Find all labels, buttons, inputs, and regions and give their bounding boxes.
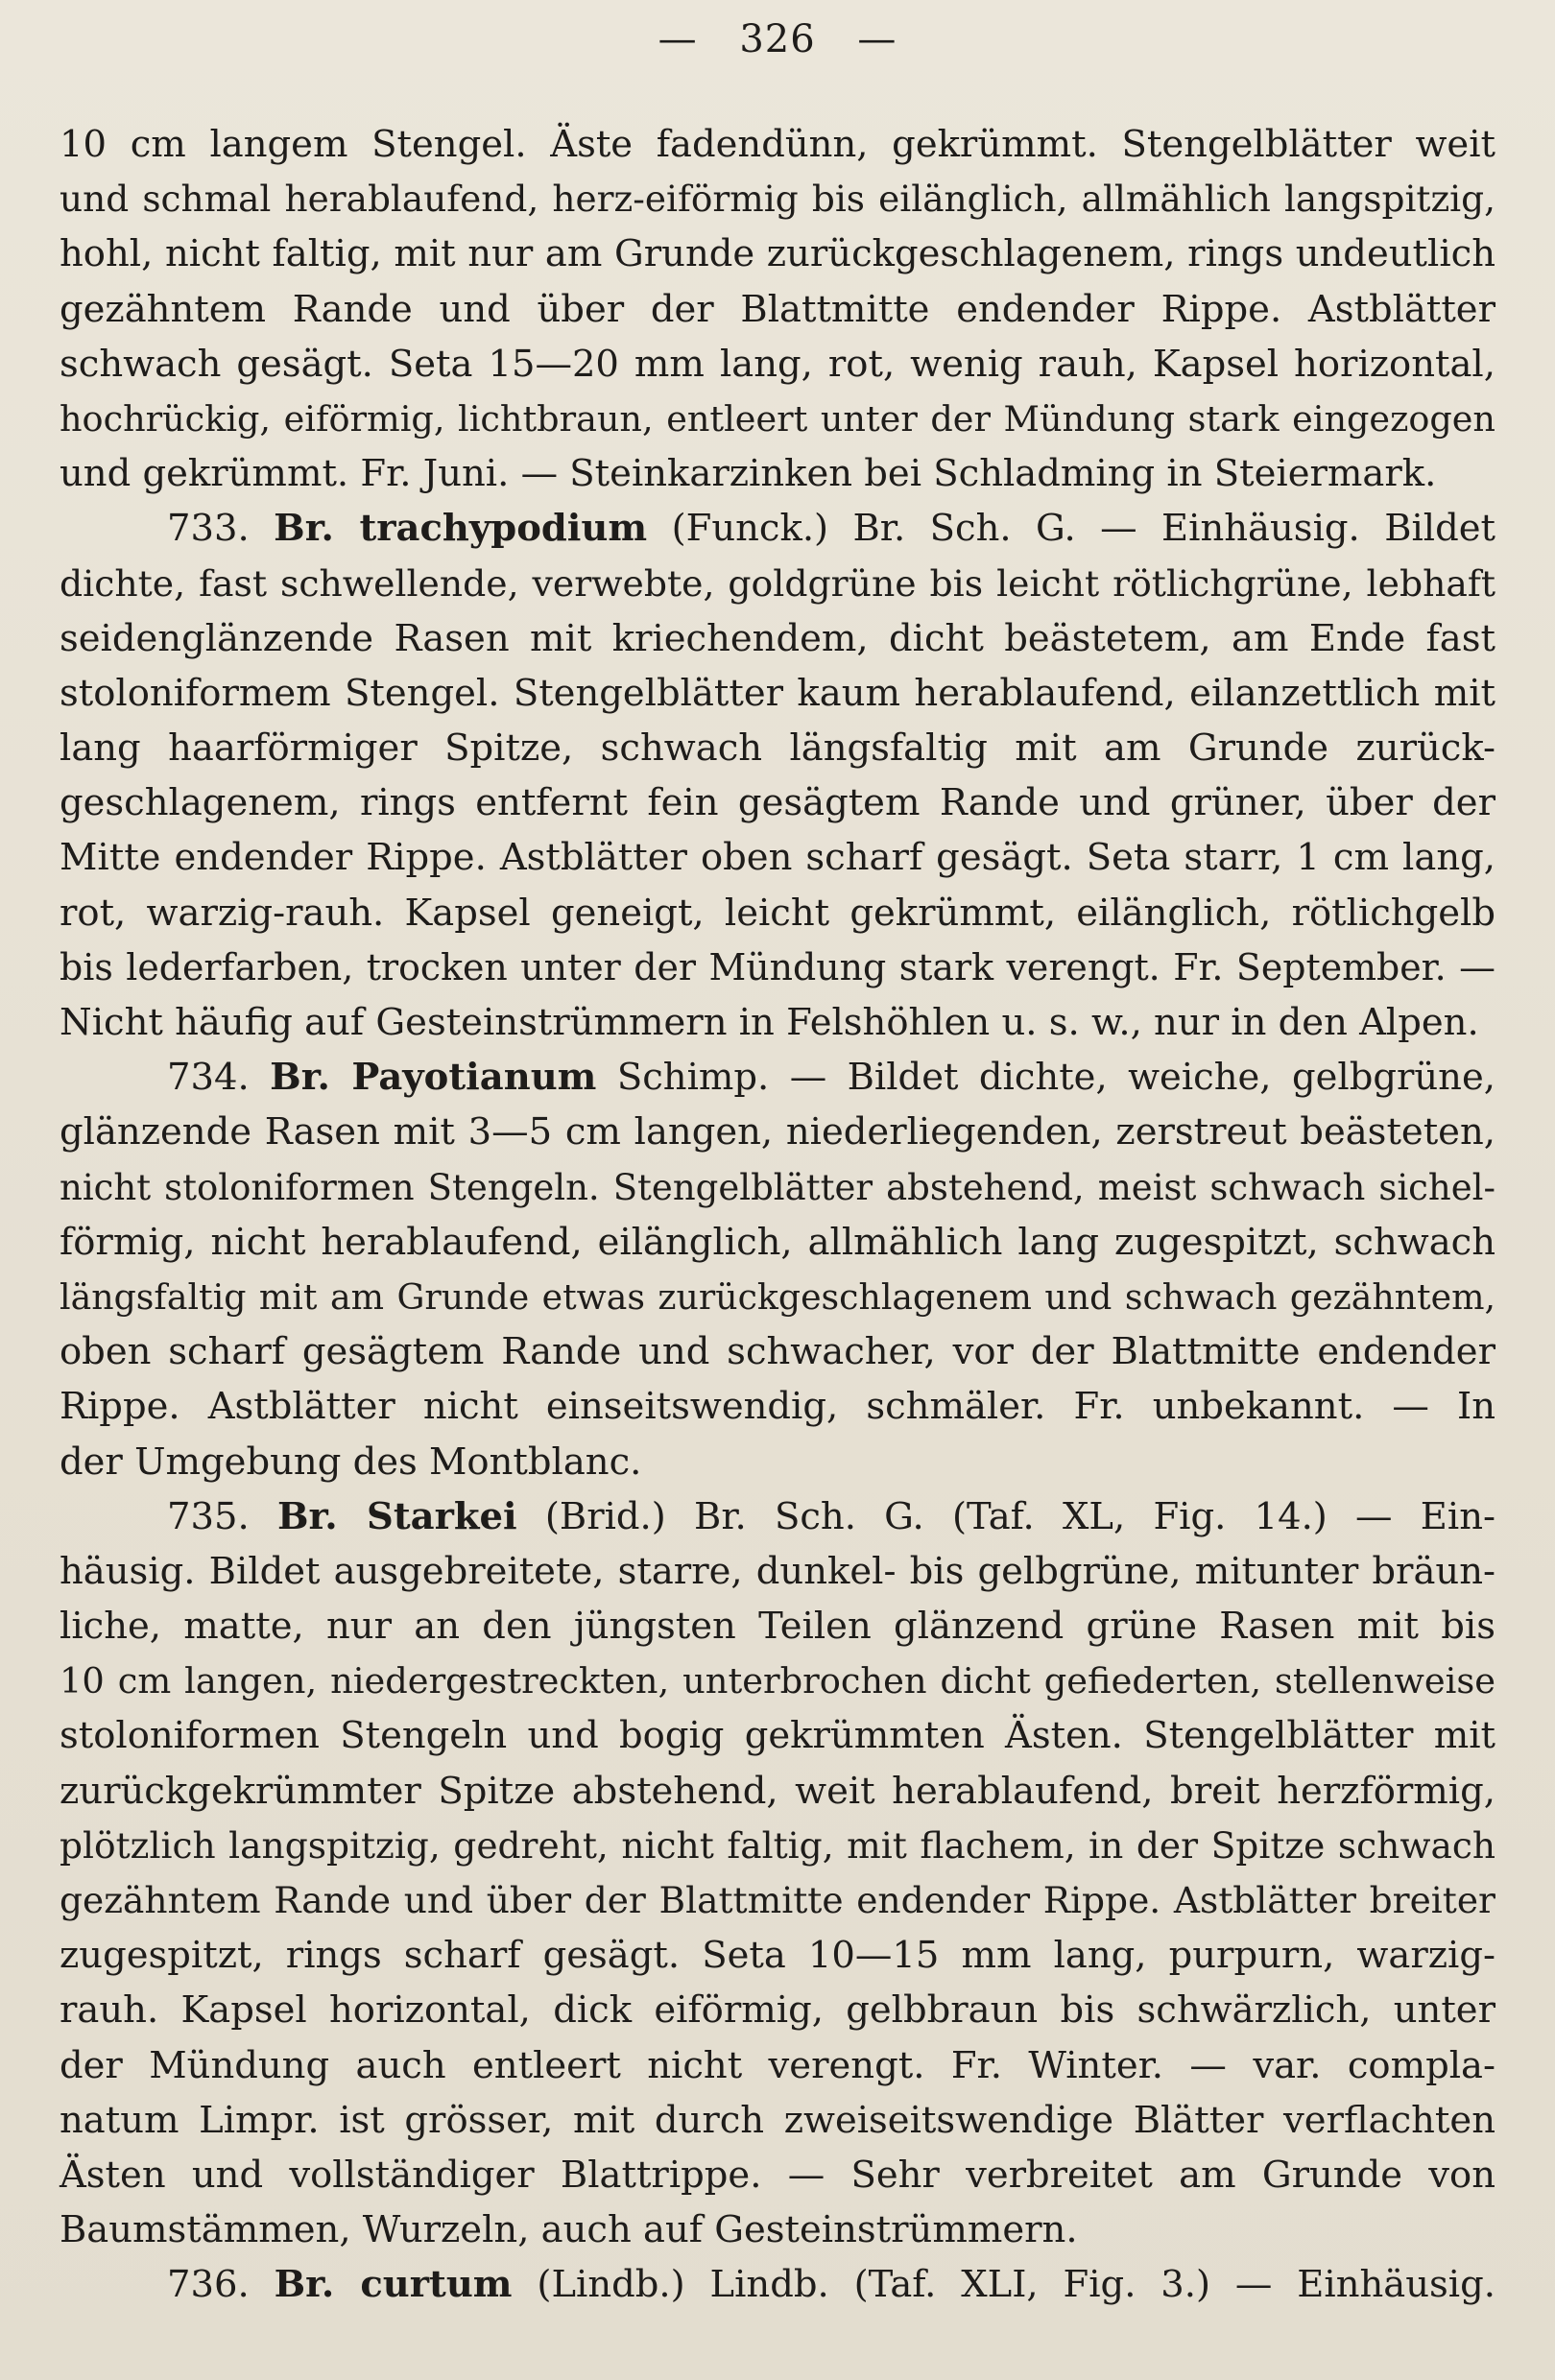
text-line: 10 cm langem Stengel. Äste fadendünn, gekrümmt. Stengelblätter weit xyxy=(60,123,1495,166)
text-line: rauh. Kapsel horizontal, dick eiförmig, gelbbraun bis schwärzlich, unter xyxy=(60,1988,1495,2033)
species-name: Br. trachypodium xyxy=(274,507,648,551)
entry-heading-line xyxy=(60,1050,1495,1105)
header-dash-right: — xyxy=(857,17,897,61)
text-line: nicht stoloniformen Stengeln. Stengelblätter abstehend, meist schwach sichel- xyxy=(60,1166,1495,1208)
text-line: hohl, nicht faltig, mit nur am Grunde zurückgeschlagenem, rings undeutlich xyxy=(60,232,1495,276)
text-line: bis lederfarben, trocken unter der Mündung stark verengt. Fr. September. — xyxy=(60,945,1495,988)
text-line: der Umgebung des Montblanc. xyxy=(60,1440,642,1484)
text-line: förmig, nicht herablaufend, eilänglich, allmählich lang zugespitzt, schwach xyxy=(60,1220,1495,1264)
entry-heading-line xyxy=(60,501,1495,556)
page-header xyxy=(0,17,1555,61)
body-text xyxy=(60,117,1495,2313)
entry-text: (Lindb.) Lindb. (Taf. XLI, Fig. 3.) — Einhäusig. xyxy=(512,2263,1496,2307)
text-line: seidenglänzende Rasen mit kriechendem, dicht beästetem, am Ende fast xyxy=(60,616,1495,660)
text-line: rot, warzig-rauh. Kapsel geneigt, leicht gekrümmt, eilänglich, rötlichgelb xyxy=(60,891,1495,935)
entry-heading-line xyxy=(60,1489,1495,1544)
text-line: 10 cm langen, niedergestreckten, unterbrochen dicht gefiederten, stellenweise xyxy=(60,1660,1495,1702)
header-dash-left: — xyxy=(658,17,698,61)
text-line: gezähntem Rande und über der Blattmitte endender Rippe. Astblätter xyxy=(60,287,1495,331)
text-line: Nicht häufig auf Gesteinstrümmern in Felshöhlen u. s. w., nur in den Alpen. xyxy=(60,1001,1479,1044)
entry-text: (Brid.) Br. Sch. G. (Taf. XL, Fig. 14.) — Ein- xyxy=(516,1494,1495,1538)
entry-text: Schimp. — Bildet dichte, weiche, gelbgrüne, xyxy=(596,1056,1496,1100)
text-line: geschlagenem, rings entfernt fein gesägtem Rande und grüner, über der xyxy=(60,781,1495,825)
species-name: Br. Starkei xyxy=(276,1494,517,1538)
text-line: längsfaltig mit am Grunde etwas zurückgeschlagenem und schwach gezähntem, xyxy=(60,1275,1495,1318)
text-line: hochrückig, eiförmig, lichtbraun, entleert unter der Mündung stark eingezogen xyxy=(60,397,1495,440)
text-line: natum Limpr. ist grösser, mit durch zweiseitswendige Blätter verflachten xyxy=(60,2098,1495,2142)
text-line: und schmal herablaufend, herz-eiförmig bis eilänglich, allmählich langspitzig, xyxy=(60,178,1495,221)
entry-number: 734. xyxy=(167,1056,271,1100)
entry-number: 733. xyxy=(167,507,275,551)
text-line: lang haarförmiger Spitze, schwach längsfaltig mit am Grunde zurück- xyxy=(60,726,1495,771)
entry-text: (Funck.) Br. Sch. G. — Einhäusig. Bildet xyxy=(647,507,1496,551)
text-line: liche, matte, nur an den jüngsten Teilen glänzend grüne Rasen mit bis xyxy=(60,1605,1495,1649)
text-line: zurückgekrümmter Spitze abstehend, weit herablaufend, breit herzförmig, xyxy=(60,1769,1495,1813)
text-line: Baumstämmen, Wurzeln, auch auf Gesteinstrümmern. xyxy=(60,2208,1078,2252)
entry-number: 735. xyxy=(167,1494,277,1538)
text-line: gezähntem Rande und über der Blattmitte endender Rippe. Astblätter breiter xyxy=(60,1879,1495,1921)
species-name: Br. Payotianum xyxy=(270,1056,597,1100)
entry-heading-line xyxy=(60,2257,1495,2312)
text-line: stoloniformen Stengeln und bogig gekrümmten Ästen. Stengelblätter mit xyxy=(60,1714,1495,1758)
text-line: zugespitzt, rings scharf gesägt. Seta 10—15 mm lang, purpurn, warzig- xyxy=(60,1934,1495,1978)
text-line: Mitte endender Rippe. Astblätter oben scharf gesägt. Seta starr, 1 cm lang, xyxy=(60,836,1495,880)
text-line: Ästen und vollständiger Blattrippe. — Sehr verbreitet am Grunde von xyxy=(60,2153,1495,2197)
text-line: schwach gesägt. Seta 15—20 mm lang, rot, wenig rauh, Kapsel horizontal, xyxy=(60,342,1495,386)
text-line: Rippe. Astblätter nicht einseitswendig, schmäler. Fr. unbekannt. — In xyxy=(60,1385,1495,1429)
entry-number: 736. xyxy=(167,2263,275,2307)
page-number: 326 xyxy=(739,17,816,61)
text-line: glänzende Rasen mit 3—5 cm langen, niederliegenden, zerstreut beästeten, xyxy=(60,1110,1495,1154)
text-line: häusig. Bildet ausgebreitete, starre, dunkel- bis gelbgrüne, mitunter bräun- xyxy=(60,1549,1495,1593)
text-line: der Mündung auch entleert nicht verengt. Fr. Winter. — var. compla- xyxy=(60,2043,1495,2087)
text-line: dichte, fast schwellende, verwebte, goldgrüne bis leicht rötlichgrüne, lebhaft xyxy=(60,561,1495,605)
text-line: oben scharf gesägtem Rande und schwacher, vor der Blattmitte endender xyxy=(60,1330,1495,1374)
text-line: und gekrümmt. Fr. Juni. — Steinkarzinken bei Schladming in Steiermark. xyxy=(60,452,1437,496)
text-line: stoloniformem Stengel. Stengelblätter kaum herablaufend, eilanzettlich mit xyxy=(60,671,1495,715)
text-line: plötzlich langspitzig, gedreht, nicht faltig, mit flachem, in der Spitze schwach xyxy=(60,1823,1495,1867)
species-name: Br. curtum xyxy=(274,2263,513,2307)
